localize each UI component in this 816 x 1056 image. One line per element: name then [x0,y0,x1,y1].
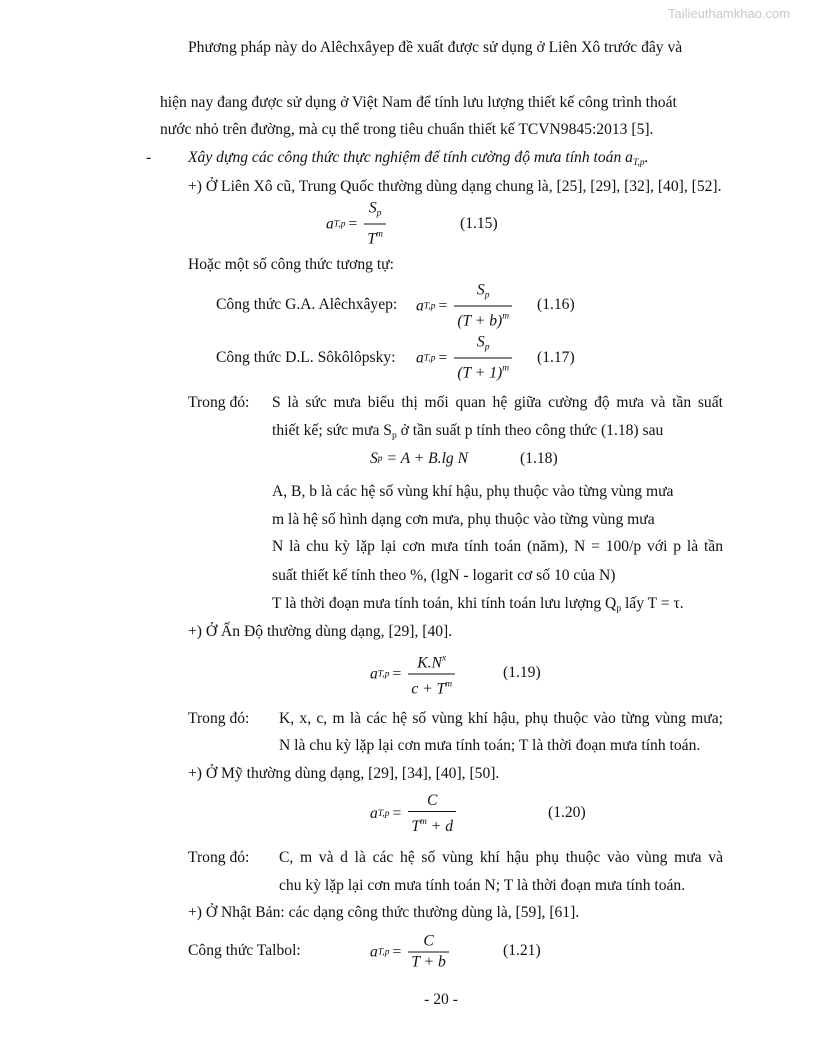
den-sup: m [420,817,427,827]
paragraph-line: +) Ở Liên Xô cũ, Trung Quốc thường dùng dạng chung là, [25], [29], [32], [40], [52]. [188,178,722,195]
paragraph-line [272,421,663,446]
text: ở tần suất p tính theo công thức (1.18) sau [396,422,664,439]
numerator: C [426,792,438,809]
numerator: S [368,199,377,217]
rhs: = A + B.lg N [386,450,469,467]
formula-label: Công thức G.A. Alêchxâyep: [216,296,398,313]
paragraph-line: +) Ở Nhật Bản: các dạng công thức thường dùng là, [59], [61]. [188,904,580,921]
equation-number: (1.18) [520,450,558,467]
paragraph-line: K, x, c, m là các hệ số vùng khí hậu, phụ thuộc vào từng vùng mưa; [279,710,723,727]
lhs-sub: T,p [377,809,390,819]
numerator: S [476,333,485,351]
definition-line: N là chu kỳ lặp lại cơn mưa tính toán (năm), N = 100/p với p là tần [272,538,723,555]
lhs-sub: T,p [377,947,390,957]
den-sup: m [502,363,510,374]
formula-1-15: a T,p = $\frac{S_p}{T^m}$ [326,200,390,249]
lhs: S [370,450,378,467]
paragraph-line: hiện nay đang được sử dụng ở Việt Nam để tính lưu lượng thiết kế công trình thoát [160,94,677,111]
bullet-dash: - [146,149,152,166]
denominator: (T + 1) [457,364,503,382]
formula-1-16: a T,p = $\frac{S_p}{(T + b)^m}$ [416,282,516,331]
definition-line: m là hệ số hình dạng cơn mưa, phụ thuộc vào từng vùng mưa [272,511,655,528]
num-sub: p [376,208,382,219]
denominator-tail: + d [426,818,453,835]
den-sup: m [445,679,453,690]
formula-1-19: a T,p = $\frac{K.N^x}{c + T^m}$ [370,650,459,699]
equation-number: (1.16) [537,296,575,313]
bullet-heading [188,148,649,173]
denominator: c + T [411,680,446,698]
definition-line: A, B, b là các hệ số vùng khí hậu, phụ thuộc vào từng vùng mưa [272,483,674,500]
formula-1-20: a T,p = $\frac{C}{T^m + d}$ [370,792,460,836]
subscript: p [616,604,622,614]
paragraph-line: S là sức mưa biểu thị mối quan hệ giữa cường độ mưa và tần suất [272,394,723,411]
denominator: T + b [411,953,446,971]
lhs: a [370,943,378,960]
where-label: Trong đó: [188,849,250,866]
where-label: Trong đó: [188,394,250,411]
numerator: K.N [417,654,442,672]
denominator: (T + b) [457,312,503,330]
definition-line [272,594,684,619]
lhs-sub: T,p [423,353,436,363]
denominator: T [367,230,376,248]
watermark: Tailieuthamkhao.com [668,6,791,21]
subscript: T,p [632,158,645,168]
equation-number: (1.15) [460,215,498,232]
num-sub: p [484,290,490,301]
formula-label: Công thức D.L. Sôkôlôpsky: [216,349,396,366]
lhs: a [416,349,424,366]
lhs: a [416,297,424,314]
paragraph-line: +) Ở Mỹ thường dùng dạng, [29], [34], [40], [50]. [188,765,500,782]
subscript: p [391,431,397,441]
num-sup: x [441,653,447,664]
lhs: a [370,665,378,682]
lhs-sub: T,p [377,669,390,679]
text: lấy T = τ. [621,595,684,612]
numerator: C [423,932,434,950]
paragraph-line: +) Ở Ấn Độ thường dùng dạng, [29], [40]. [188,623,453,640]
num-sub: p [484,342,490,353]
lhs: a [326,215,334,232]
formula-1-18 [370,450,468,468]
definition-line: suất thiết kế tính theo %, (lgN - logarit cơ số 10 của N) [272,567,616,584]
lhs-sub: T,p [423,301,436,311]
lhs-sub: p [377,454,383,464]
equation-number: (1.21) [503,942,541,959]
formula-1-17: a T,p = $\frac{S_p}{(T + 1)^m}$ [416,334,516,383]
equation-number: (1.17) [537,349,575,366]
page-number: - 20 - [424,991,458,1008]
text: T là thời đoạn mưa tính toán, khi tính toán lưu lượng Q [272,595,617,612]
paragraph-line: N là chu kỳ lặp lại cơn mưa tính toán; T là thời đoạn mưa tính toán. [279,737,701,754]
formula-label: Công thức Talbol: [188,942,301,959]
denominator: T [411,818,420,835]
paragraph-line: Phương pháp này do Alêchxâyep đề xuất được sử dụng ở Liên Xô trước đây và [188,39,683,56]
bullet-text: Xây dựng các công thức thực nghiệm để tính cường độ mưa tính toán a [188,149,633,166]
text: thiết kế; sức mưa S [272,422,392,439]
formula-1-21: a T,p = $\frac{C}{T + b}$ [370,933,453,972]
paragraph-line: C, m và d là các hệ số vùng khí hậu phụ thuộc vào vùng mưa và [279,849,723,866]
lhs-sub: T,p [333,219,346,229]
den-sup: m [502,311,510,322]
where-label: Trong đó: [188,710,250,727]
numerator: S [476,281,485,299]
den-sup: m [376,229,383,240]
lhs: a [370,805,378,822]
punct: . [644,149,649,166]
paragraph-line: chu kỳ lặp lại cơn mưa tính toán N; T là thời đoạn mưa tính toán. [279,877,686,894]
paragraph-line: Hoặc một số công thức tương tự: [188,256,394,273]
paragraph-line: nước nhỏ trên đường, mà cụ thể trong tiêu chuẩn thiết kế TCVN9845:2013 [5]. [160,121,654,138]
equation-number: (1.20) [548,804,586,821]
equation-number: (1.19) [503,664,541,681]
